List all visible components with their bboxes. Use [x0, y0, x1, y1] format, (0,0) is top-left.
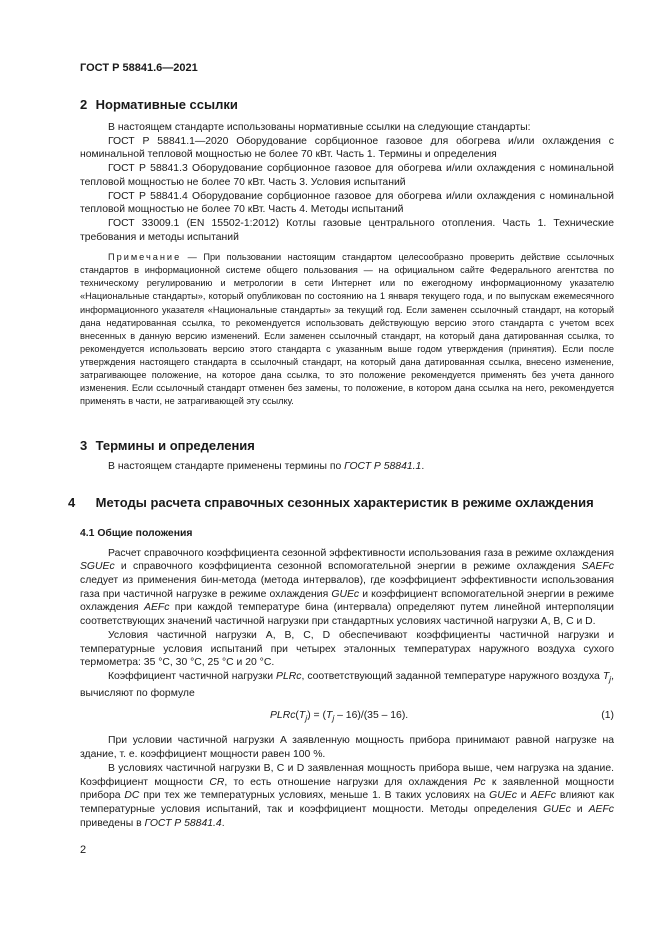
page-content	[68, 96, 614, 830]
section-3-number: 3	[80, 437, 88, 453]
section-4-paragraph-1: Расчет справочного коэффициента сезонной эффективности использования газа в режиме охлаждения SGUEc и справочного коэффициента сезонной вспомогательной энергии в режиме охлаждения SAEFc следует из применения бин-метода (метода интервалов), где коэффициент эффективности использования газа при частичной нагрузке в режиме охлаждения GUEc и коэффициент вспомогательной энергии в режиме охлаждения AEFc при каждой температуре бина (интервала) определяют путем линейной интерполяции соответствующих значений частичной нагрузки при стандартных условиях частичной нагрузки A, B, C и D.	[80, 547, 614, 628]
subsection-4-1-heading	[80, 527, 614, 541]
section-4-paragraph-5: В условиях частичной нагрузки B, C и D заявленная мощность прибора выше, чем нагрузка на здание. Коэффициент мощности CR, то есть отношение нагрузки для охлаждения Pc к заявленной мощности прибора DC при тех же температурных условиях, меньше 1. В таких условиях на GUEc и AEFc влияют как температурные условия испытаний, так и коэффициент мощности. Методы определения GUEc и AEFc приведены в ГОСТ Р 58841.4.	[80, 762, 614, 829]
note-label: Примечание	[108, 252, 182, 263]
section-2-heading	[80, 96, 614, 114]
formula-1	[80, 708, 614, 724]
section-4-paragraph-4: При условии частичной нагрузки A заявленную мощность прибора принимают равной нагрузке на здание, т. е. коэффициент мощности равен 100 %.	[80, 735, 614, 761]
section-2-intro: В настоящем стандарте использованы нормативные ссылки на следующие стандарты:	[108, 122, 531, 133]
section-4-number: 4	[68, 494, 76, 510]
formula-expression: $PLRc(T_j) = (T_j - 16)/(35 - 16)$.	[270, 710, 409, 724]
normative-ref-3: ГОСТ Р 58841.4 Оборудование сорбционное газовое для обогрева и/или охлаждения с номинальной тепловой мощностью не более 70 кВт. Часть 4. Методы испытаний	[80, 190, 614, 216]
section-2-note	[80, 251, 614, 408]
normative-ref-2: ГОСТ Р 58841.3 Оборудование сорбционное газовое для обогрева и/или охлаждения с номинальной тепловой мощностью не более 70 кВт. Часть 3. Условия испытаний	[80, 163, 614, 188]
section-3-heading	[80, 437, 614, 455]
normative-ref-4: ГОСТ 33009.1 (EN 15502-1:2012) Котлы газовые центрального отопления. Часть 1. Технические требования и методы испытаний	[80, 217, 614, 243]
section-4-paragraph-3: Коэффициент частичной нагрузки PLRc, соответствующий заданной температуре наружного воздуха $T_j$, вычисляют по формуле	[80, 670, 614, 699]
section-4-heading	[68, 494, 614, 512]
section-2-title: Нормативные ссылки	[95, 97, 238, 112]
document-header: ГОСТ Р 58841.6—2021	[80, 62, 198, 74]
normative-ref-1: ГОСТ Р 58841.1—2020 Оборудование сорбционное газовое для обогрева и/или охлаждения с номинальной тепловой мощностью не более 70 кВт. Часть 1. Термины и определения	[80, 135, 614, 161]
page-number: 2	[80, 844, 87, 856]
formula-number: (1)	[601, 710, 614, 722]
subsection-4-1-number: 4.1	[80, 527, 95, 539]
section-4-paragraph-2: Условия частичной нагрузки A, B, C, D обеспечивают коэффициенты частичной нагрузки и температурные условия испытаний при четырех эталонных температурах наружного воздуха сухого термометра: 35 °C, 30 °C, 25 °C и 20 °C.	[80, 629, 614, 669]
note-text: — При пользовании настоящим стандартом целесообразно проверить действие ссылочных стандартов в информационной системе общего пользования — на официальном сайте Федерального агентства по техническому регулированию и метрологии в сети Интернет или по ежегодному информационному указателю «Национальные стандарты», который опубликован по состоянию на 1 января текущего года, и по выпускам ежемесячного информационного указателя «Национальные стандарты» за текущий год. Если заменен ссылочный стандарт, на который дана недатированная ссылка, то рекомендуется использовать действующую версию этого стандарта с учетом всех внесенных в данную версию изменений. Если заменен ссылочный стандарт, на который дана датированная ссылка, то рекомендуется использовать версию этого стандарта с указанным выше годом утверждения (принятия). Если после утверждения настоящего стандарта в ссылочный стандарт, на который дана датированная ссылка, внесено изменение, затрагивающее положение, на которое дана ссылка, то это положение рекомендуется применять без учета данного изменения. Если ссылочный стандарт отменен без замены, то положение, в котором дана ссылка на него, рекомендуется применять в части, не затрагивающей эту ссылку.	[80, 252, 614, 406]
subsection-4-1-title: Общие положения	[97, 527, 193, 539]
section-2-number: 2	[80, 97, 88, 112]
section-3-ref: ГОСТ Р 58841.1	[344, 460, 422, 472]
section-3-title: Термины и определения	[95, 437, 255, 453]
section-3-text: В настоящем стандарте применены термины по ГОСТ Р 58841.1.	[108, 460, 425, 472]
section-4-title: Методы расчета справочных сезонных характеристик в режиме охлаждения	[95, 494, 594, 510]
